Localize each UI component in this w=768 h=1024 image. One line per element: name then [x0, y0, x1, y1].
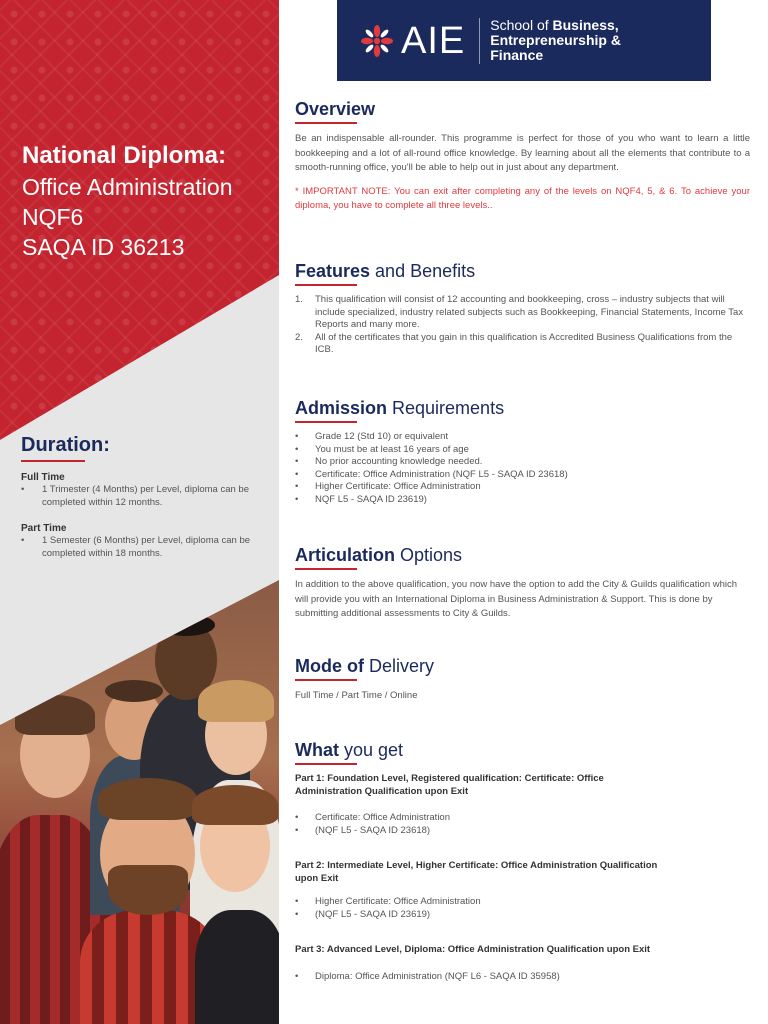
diploma-nqf-level: NQF6: [22, 204, 84, 230]
overview-body: Be an indispensable all-rounder. This programme is perfect for those of you who want to learn a little bookkeeping and a lot of all-round office knowledge. By learning about all the elements that contribute to a smooth-running office, you'll be able to help out in just about any department.: [295, 133, 750, 173]
duration-heading: Duration:: [21, 434, 110, 456]
school-logo-banner: [337, 0, 711, 81]
list-item: • Higher Certificate: Office Administration: [295, 481, 750, 494]
full-time-label: Full Time: [21, 472, 65, 483]
full-time-item: • 1 Trimester (4 Months) per Level, diploma can be completed within 12 months.: [21, 484, 266, 509]
list-item: • Certificate: Office Administration (NQF L5 - SAQA ID 23618): [295, 469, 750, 482]
what-you-get-heading: What you get: [295, 740, 404, 760]
diploma-saqa-id: SAQA ID 36213: [22, 234, 185, 260]
duration-rule: [21, 460, 85, 462]
overview-section: [295, 98, 750, 214]
features-section: [295, 260, 750, 357]
part-3-list: [295, 971, 750, 984]
articulation-section: [295, 544, 750, 622]
admission-heading: Admission Requirements: [295, 398, 505, 418]
what-you-get-section: [295, 739, 750, 983]
list-item: • No prior accounting knowledge needed.: [295, 456, 750, 469]
delivery-section: [295, 655, 750, 704]
list-item: • Diploma: Office Administration (NQF L6 - SAQA ID 35958): [295, 971, 750, 984]
list-item: • (NQF L5 - SAQA ID 23619): [295, 909, 750, 922]
list-item: • Grade 12 (Std 10) or equivalent: [295, 431, 750, 444]
delivery-heading: Mode of Delivery: [295, 656, 435, 676]
articulation-heading: Articulation Options: [295, 545, 463, 565]
list-item: • Higher Certificate: Office Administration: [295, 896, 750, 909]
part-1-title: Part 1: Foundation Level, Registered qualification: Certificate: Office Administration Qualification upon Exit: [295, 773, 604, 797]
list-item: • NQF L5 - SAQA ID 23619): [295, 494, 750, 507]
school-name: School of Business, Entrepreneurship & Finance: [490, 17, 621, 63]
list-item: • Certificate: Office Administration: [295, 812, 750, 825]
articulation-body: In addition to the above qualification, you now have the option to add the City & Guilds qualification which will provide you with an International Diploma in Business Administration & Support. This is done by submitting additional assessments to City & Guilds.: [295, 579, 738, 619]
logo-divider: [479, 18, 480, 64]
list-item: 2. All of the certificates that you gain in this qualification is Accredited Business Qualifications from the ICB.: [295, 331, 733, 355]
features-heading: Features and Benefits: [295, 261, 476, 281]
list-item: • (NQF L5 - SAQA ID 23618): [295, 825, 750, 838]
admission-list: [295, 431, 750, 506]
part-3-title: Part 3: Advanced Level, Diploma: Office Administration Qualification upon Exit: [295, 944, 651, 955]
part-time-label: Part Time: [21, 523, 67, 534]
important-note: * IMPORTANT NOTE: You can exit after completing any of the levels on NQF4, 5, & 6. To achieve your diploma, you have to complete all three levels..: [295, 185, 750, 211]
part-2-title: Part 2: Intermediate Level, Higher Certificate: Office Administration Qualification upon Exit: [295, 860, 658, 884]
logo-aie-wordmark: AIE: [401, 19, 466, 62]
part-1-list: [295, 812, 750, 837]
left-column: [0, 0, 279, 1024]
part-2-list: [295, 896, 750, 921]
duration-section: [21, 434, 266, 560]
students-group-photo: [0, 580, 279, 1024]
overview-heading: Overview: [295, 99, 376, 119]
features-list: [295, 294, 750, 357]
list-item: • You must be at least 16 years of age: [295, 444, 750, 457]
diploma-title: National Diploma:: [22, 142, 227, 169]
delivery-body: Full Time / Part Time / Online: [295, 690, 418, 701]
list-item: 1. This qualification will consist of 12 accounting and bookkeeping, cross – industry subjects that will include specialized, industry related subjects such as Bookkeeping, Financial Statements, Income Tax Reports and many more.: [295, 294, 744, 330]
aie-star-logo-icon: [359, 23, 395, 59]
diploma-subtitle: Office Administration: [22, 174, 233, 200]
admission-section: [295, 397, 750, 506]
part-time-item: • 1 Semester (6 Months) per Level, diploma can be completed within 18 months.: [21, 535, 266, 560]
diploma-title-block: [22, 140, 272, 262]
